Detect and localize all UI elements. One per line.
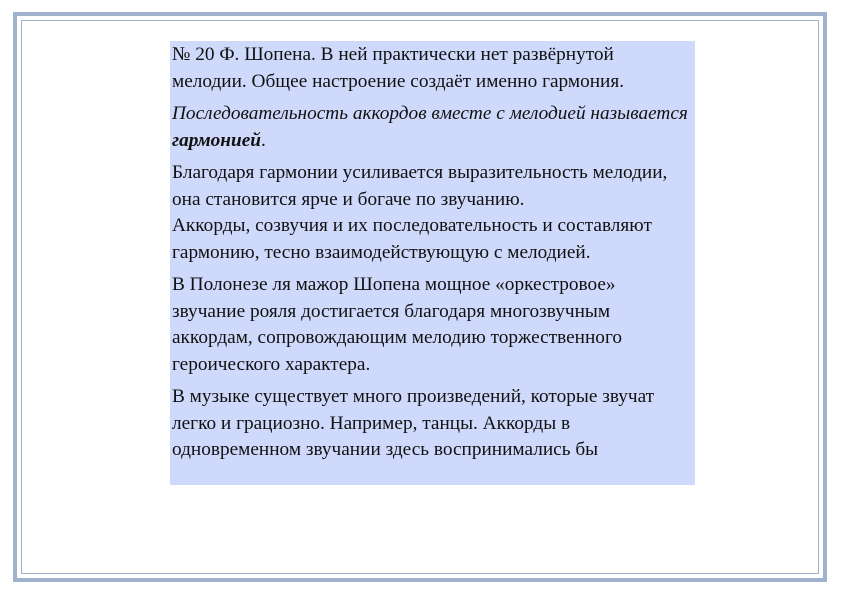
- harmony-definition-period: .: [261, 129, 266, 151]
- harmony-definition-text: Последовательность аккордов вместе с мелодией называется: [172, 103, 688, 124]
- paragraph-chopin-prelude: № 20 Ф. Шопена. В ней практически нет развёрнутой мелодии. Общее настроение создаёт именно гармония.: [172, 44, 625, 92]
- paragraph-polonaise: В Полонезе ля мажор Шопена мощное «оркестровое» звучание рояля достигается благодаря многозвучным аккордам, сопровождающим мелодию торжественного героического характера.: [172, 274, 623, 375]
- harmony-term: гармонией: [172, 129, 261, 151]
- text-box: [170, 41, 695, 485]
- chords-harmony-text: Аккорды, созвучия и их последовательность и составляют гармонию, тесно взаимодействующую с мелодией.: [172, 215, 652, 263]
- paragraph-harmony-expressiveness: [172, 160, 693, 266]
- paragraph-harmony-definition: [172, 101, 693, 154]
- expressiveness-text: Благодаря гармонии усиливается выразительность мелодии, она становится ярче и богаче по звучанию.: [172, 162, 668, 210]
- paragraph-dances: В музыке существует много произведений, которые звучат легко и грациозно. Например, танцы. Аккорды в одновременном звучании здесь воспринимались бы: [172, 386, 655, 460]
